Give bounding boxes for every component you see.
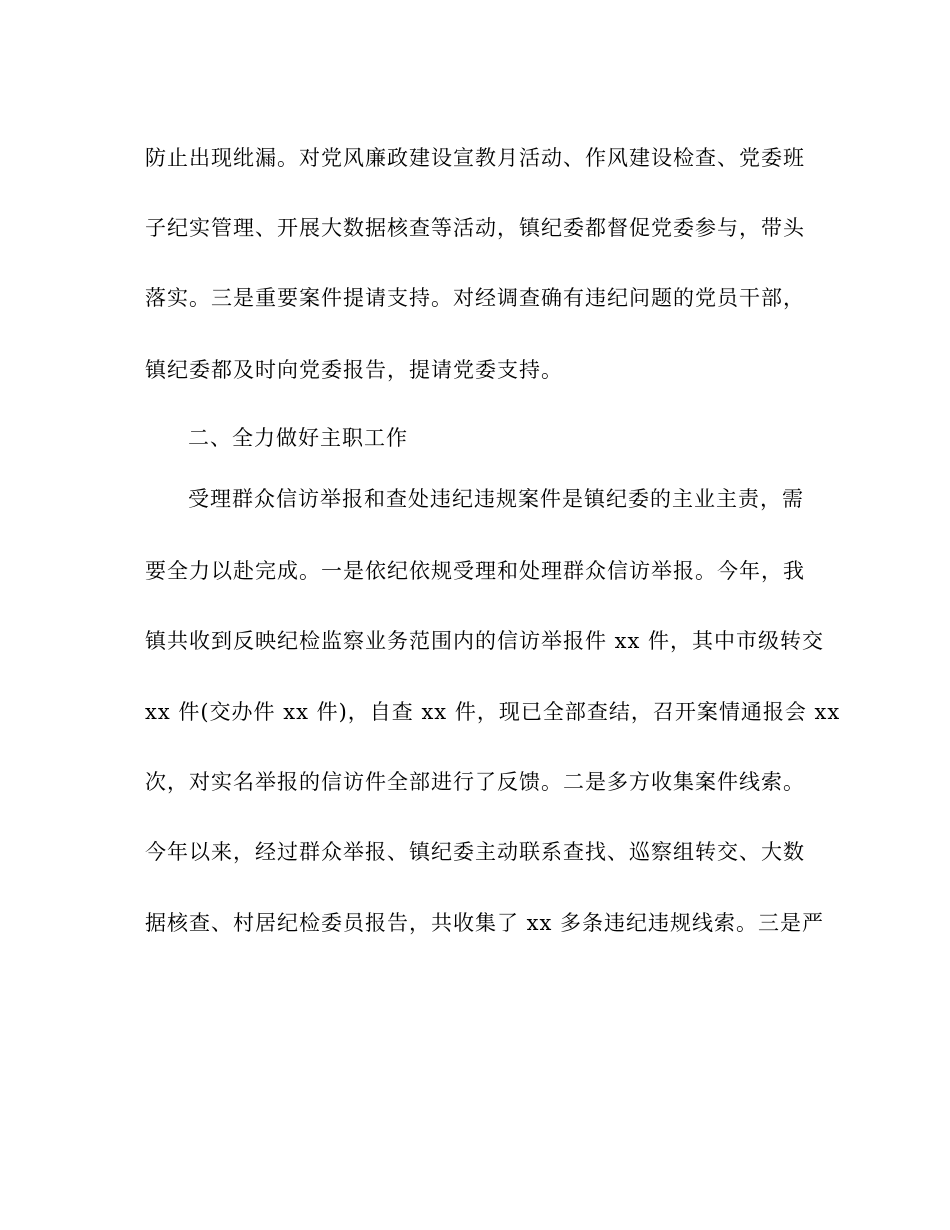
text-line: 子纪实管理、开展大数据核查等活动，镇纪委都督促党委参与，带头	[145, 216, 805, 240]
text-line: xx 件(交办件 xx 件)，自查 xx 件，现已全部查结，召开案情通报会 xx	[145, 700, 841, 724]
text-line: 次，对实名举报的信访件全部进行了反馈。二是多方收集案件线索。	[145, 770, 805, 794]
text-line: 今年以来，经过群众举报、镇纪委主动联系查找、巡察组转交、大数	[145, 840, 805, 864]
text-line: 镇共收到反映纪检监察业务范围内的信访举报件 xx 件，其中市级转交	[145, 629, 825, 653]
text-line: 防止出现纰漏。对党风廉政建设宣教月活动、作风建设检查、党委班	[145, 146, 805, 170]
paragraph-first-line: 受理群众信访举报和查处违纪违规案件是镇纪委的主业主责，需	[188, 487, 804, 511]
text-line: 镇纪委都及时向党委报告，提请党委支持。	[145, 358, 563, 382]
section-heading: 二、全力做好主职工作	[188, 426, 408, 450]
text-line: 落实。三是重要案件提请支持。对经调查确有违纪问题的党员干部，	[145, 286, 805, 310]
text-line: 据核查、村居纪检委员报告，共收集了 xx 多条违纪违规线索。三是严	[145, 911, 825, 935]
text-line: 要全力以赴完成。一是依纪依规受理和处理群众信访举报。今年，我	[145, 559, 805, 583]
